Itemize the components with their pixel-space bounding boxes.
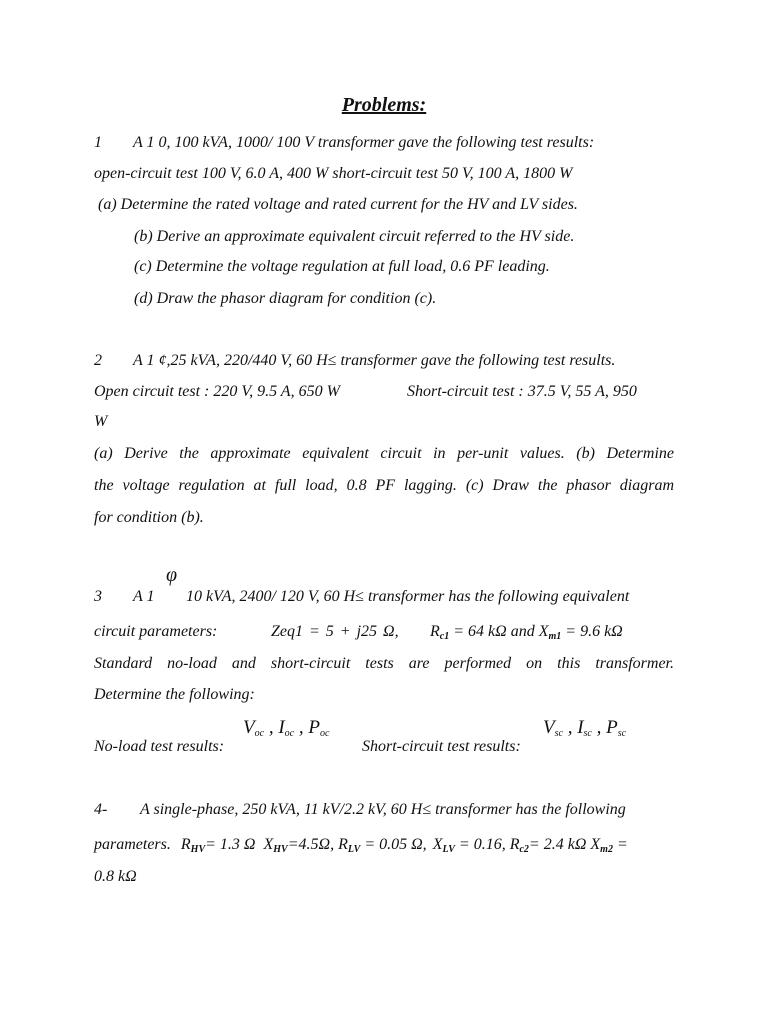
problem-2-line-3: W bbox=[94, 413, 108, 430]
problem-2-line-5: the voltage regulation at full load, 0.8 PF lagging. (c) Draw the phasor diagram bbox=[94, 477, 674, 494]
zeq-parameter: Zeq1 = 5 + j25 Ω, bbox=[271, 623, 399, 640]
problem-3-number: 3 bbox=[94, 588, 102, 605]
problem-3-line-4: Determine the following: bbox=[94, 686, 255, 703]
rc1-symbol: R bbox=[430, 623, 440, 640]
no-load-test-label: No-load test results: bbox=[94, 738, 225, 755]
xm1-value: = 9.6 kΩ bbox=[565, 623, 623, 640]
xm1-subscript: m1 bbox=[548, 631, 562, 642]
problem-2-line-1: A 1 ¢,25 kVA, 220/440 V, 60 H≤ transformer gave the following test results. bbox=[133, 352, 616, 369]
problem-4-number: 4- bbox=[94, 801, 108, 818]
problem-1-number: 1 bbox=[94, 134, 102, 151]
circuit-parameters-label: circuit parameters: bbox=[94, 623, 218, 640]
problem-3-prefix: A 1 bbox=[133, 588, 155, 605]
phi-symbol: φ bbox=[166, 564, 178, 586]
rc1-parameter bbox=[430, 623, 623, 642]
problem-2-open-circuit-test: Open circuit test : 220 V, 9.5 A, 650 W bbox=[94, 383, 340, 400]
rc1-subscript: c1 bbox=[439, 631, 450, 642]
problem-1-part-b: (b) Derive an approximate equivalent circuit referred to the HV side. bbox=[134, 228, 575, 245]
problem-4-last-line: 0.8 kΩ bbox=[94, 868, 137, 885]
problem-1-part-c: (c) Determine the voltage regulation at full load, 0.6 PF leading. bbox=[134, 258, 550, 275]
problem-1-line-1: A 1 0, 100 kVA, 1000/ 100 V transformer gave the following test results: bbox=[133, 134, 595, 151]
problem-3-line-1: 10 kVA, 2400/ 120 V, 60 H≤ transformer has the following equivalent bbox=[186, 588, 630, 605]
problem-2-line-6: for condition (b). bbox=[94, 509, 204, 526]
problem-4-line-1: A single-phase, 250 kVA, 11 kV/2.2 kV, 60 H≤ transformer has the following bbox=[140, 801, 626, 818]
problem-4-parameters: parameters. $R_{HV}= 1.3$ Ω $X_{HV}=4.5\Omega$, $R_{LV} = 0.05$ Ω, $X_{LV} = 0.16$, $R_{c2}= 2.4$ kΩ $X_{m2}$ = bbox=[94, 836, 628, 855]
problem-2-number: 2 bbox=[94, 352, 102, 369]
no-load-test-formula: Voc , Ioc , Poc bbox=[243, 717, 330, 739]
problem-2-line-4: (a) Derive the approximate equivalent circuit in per-unit values. (b) Determine bbox=[94, 445, 674, 462]
problem-3-line-3: Standard no-load and short-circuit tests are performed on this transformer. bbox=[94, 655, 674, 672]
problem-1-line-2: open-circuit test 100 V, 6.0 A, 400 W short-circuit test 50 V, 100 A, 1800 W bbox=[94, 165, 573, 182]
problem-1-part-a: (a) Determine the rated voltage and rated current for the HV and LV sides. bbox=[98, 196, 578, 213]
short-circuit-test-formula: Vsc , Isc , Psc bbox=[543, 717, 627, 739]
page-title: Problems: bbox=[341, 94, 427, 116]
problem-2-short-circuit-test: Short-circuit test : 37.5 V, 55 A, 950 bbox=[407, 383, 637, 400]
short-circuit-test-label: Short-circuit test results: bbox=[362, 738, 521, 755]
problem-1-part-d: (d) Draw the phasor diagram for condition (c). bbox=[134, 290, 437, 307]
rc1-value: = 64 kΩ and X bbox=[453, 623, 549, 640]
